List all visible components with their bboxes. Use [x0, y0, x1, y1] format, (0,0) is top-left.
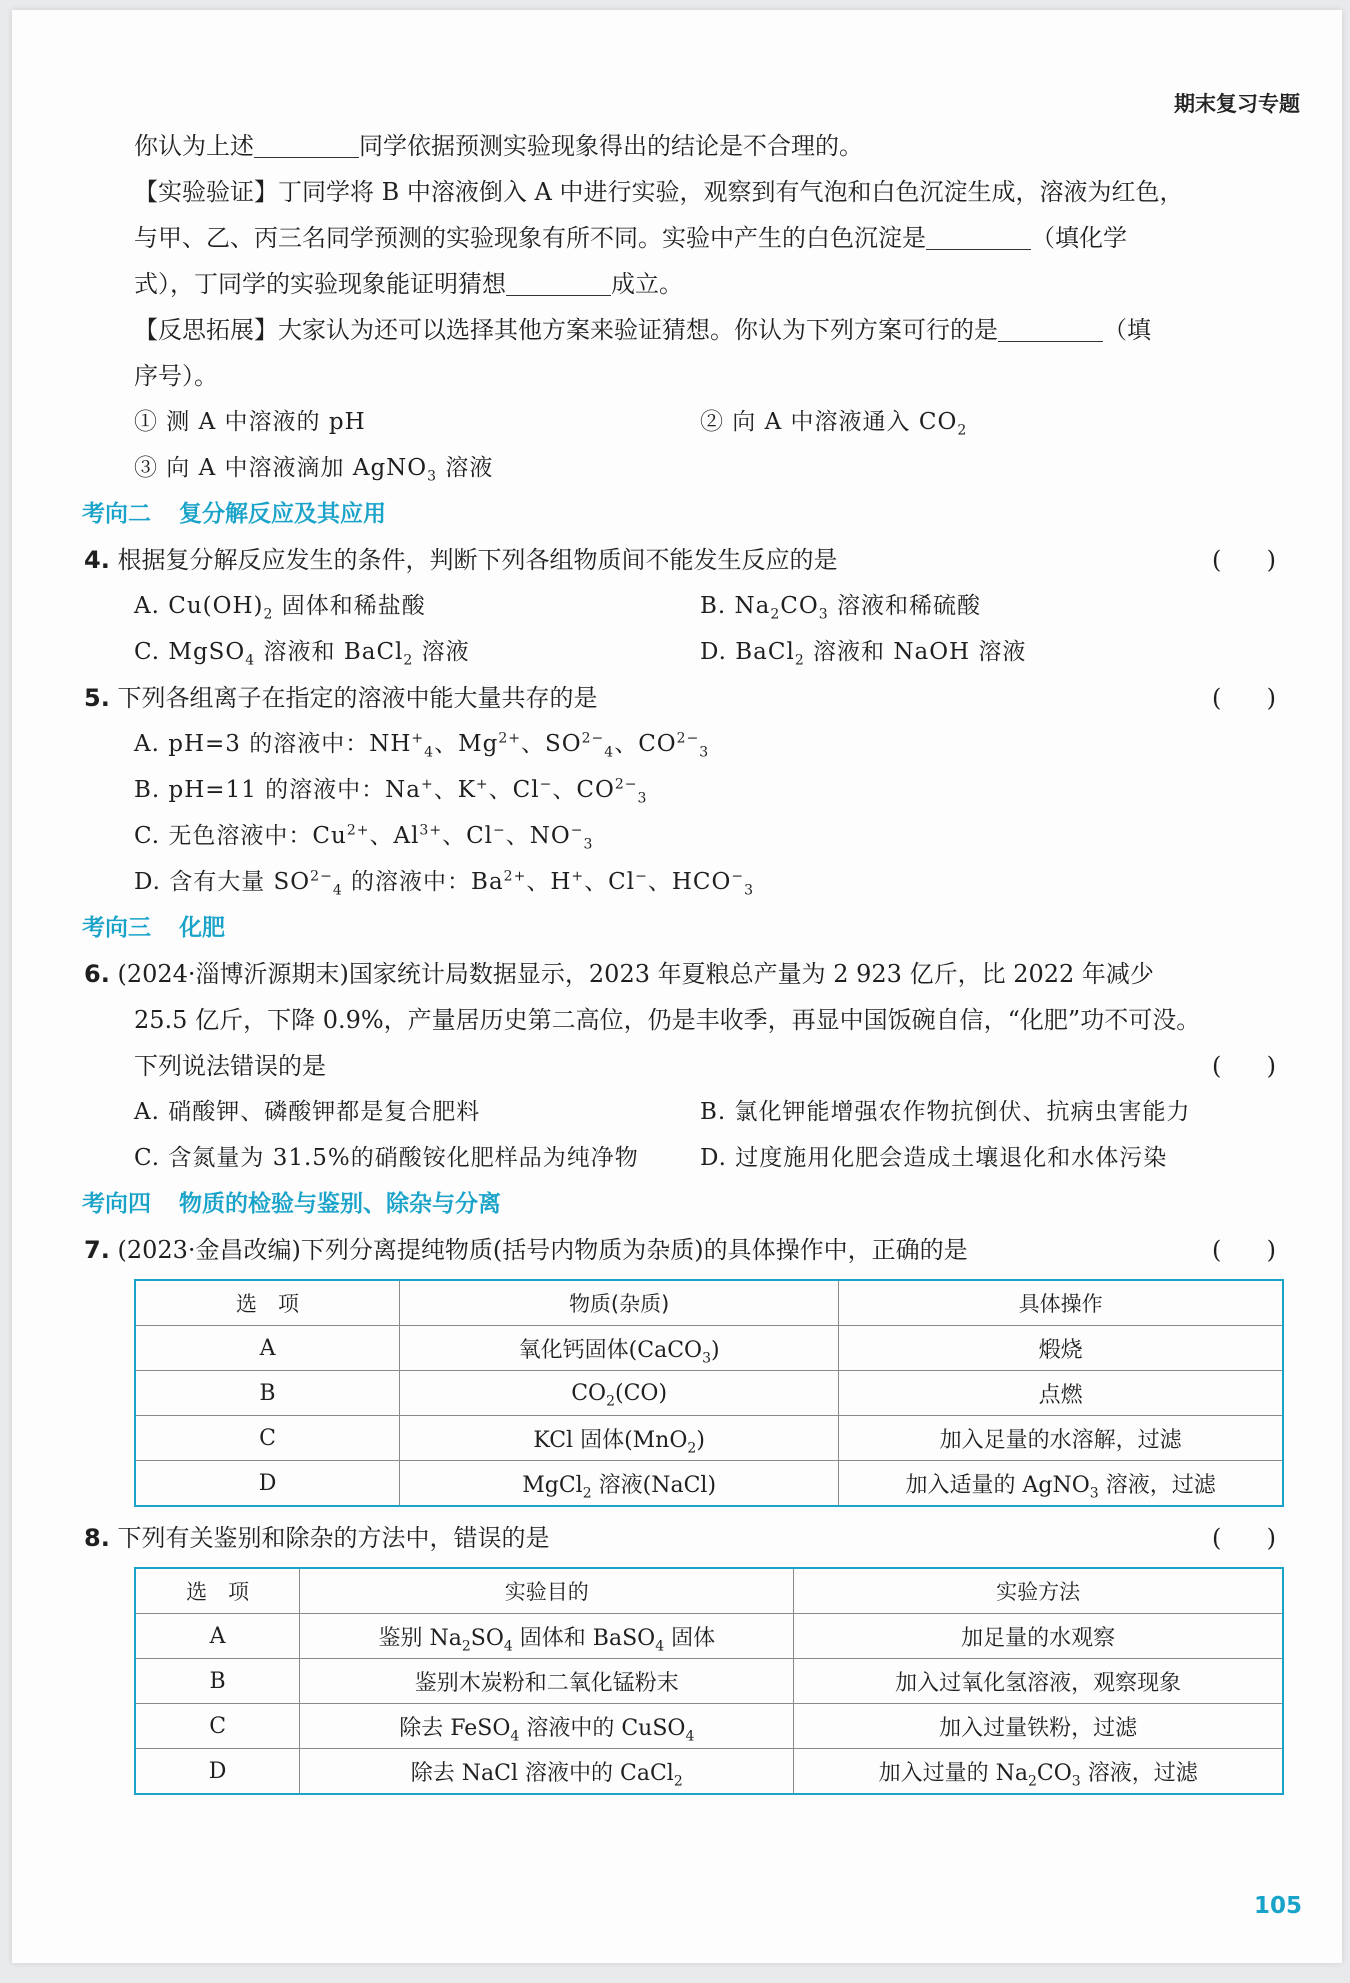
table-cell: 鉴别木炭粉和二氧化锰粉末 — [300, 1659, 794, 1704]
text: 你认为上述 — [134, 132, 254, 160]
text: （填 — [1103, 316, 1151, 344]
question-stem: (2024·淄博沂源期末)国家统计局数据显示，2023 年夏粮总产量为 2 923 亿斤，比 2022 年减少 — [117, 960, 1154, 988]
question-stem: (2023·金昌改编)下列分离提纯物质(括号内物质为杂质)的具体操作中，正确的是 — [117, 1236, 968, 1264]
question-stem: 下列各组离子在指定的溶液中能大量共存的是 — [117, 684, 598, 712]
q8-table — [134, 1567, 1284, 1795]
table-row — [135, 1614, 1283, 1659]
q3-reflect-2 — [84, 353, 1284, 399]
text: （填化学 — [1031, 224, 1127, 252]
table-cell: B — [135, 1659, 300, 1704]
section-heading-2: 考向二 复分解反应及其应用 — [82, 501, 386, 527]
q5-option-a: A. pH=3 的溶液中：$NH^+_4$、$Mg^{2+}$、$SO^{2-}_4$、$CO^{2-}_3$ — [134, 730, 710, 761]
table-row — [135, 1704, 1283, 1749]
question-number: 4. — [84, 546, 110, 574]
table-cell: 加入适量的 AgNO$_3$ 溶液，过滤 — [839, 1461, 1283, 1507]
question-number: 5. — [84, 684, 110, 712]
option-b: B. 氯化钾能增强农作物抗倒伏、抗病虫害能力 — [700, 1099, 1191, 1125]
table-cell: B — [135, 1371, 400, 1416]
option-a: A. $Cu(OH)_2$ 固体和稀盐酸 — [134, 593, 426, 623]
text: 成立。 — [611, 270, 683, 298]
table-cell: D — [135, 1749, 300, 1795]
question-number: 6. — [84, 960, 110, 988]
text: 同学依据预测实验现象得出的结论是不合理的。 — [359, 132, 863, 160]
q7-table — [134, 1279, 1284, 1507]
table-row — [135, 1749, 1283, 1795]
table-row — [135, 1416, 1283, 1461]
content — [84, 123, 1284, 1801]
q3-verify-3 — [84, 261, 1284, 307]
section-heading-3: 考向三 化肥 — [82, 915, 225, 941]
table-cell: 氧化钙固体(CaCO$_3$) — [400, 1326, 839, 1371]
q5-option-c: C. 无色溶液中：$Cu^{2+}$、$Al^{3+}$、Cl−、$NO^-_3$ — [134, 822, 594, 853]
table-header-row — [135, 1568, 1283, 1614]
table-cell: A — [135, 1614, 300, 1659]
question-stem: 根据复分解反应发生的条件，判断下列各组物质间不能发生反应的是 — [117, 546, 838, 574]
table-cell: 煅烧 — [839, 1326, 1283, 1371]
table-cell: KCl 固体(MnO$_2$) — [400, 1416, 839, 1461]
section-heading-4: 考向四 物质的检验与鉴别、除杂与分离 — [82, 1191, 501, 1217]
q4-options-row-2 — [84, 629, 1284, 675]
table-cell: 加入过氧化氢溶液，观察现象 — [794, 1659, 1283, 1704]
table-cell: C — [135, 1704, 300, 1749]
q3-options-row-1 — [84, 399, 1284, 445]
table-cell: 加入过量的 $Na_2CO_3$ 溶液，过滤 — [794, 1749, 1283, 1795]
table-row — [135, 1461, 1283, 1507]
text: 序号）。 — [134, 362, 218, 390]
text: 【实验验证】丁同学将 B 中溶液倒入 A 中进行实验，观察到有气泡和白色沉淀生成，溶液为红色， — [134, 178, 1184, 206]
table-cell: 加入过量铁粉，过滤 — [794, 1704, 1283, 1749]
table-cell: 鉴别 $Na_2SO_4$ 固体和 BaSO$_4$ 固体 — [300, 1614, 794, 1659]
q7-stem: 7. (2023·金昌改编)下列分离提纯物质(括号内物质为杂质)的具体操作中，正确的是 ( ) — [84, 1236, 1276, 1264]
q5-option-b: B. pH=11 的溶液中：Na+、K+、Cl−、$CO^{2-}_3$ — [134, 776, 648, 807]
q3-reflect-1 — [84, 307, 1284, 353]
q3-options-row-2 — [84, 445, 1284, 491]
table-row — [135, 1659, 1283, 1704]
option-c: C. 含氮量为 31.5%的硝酸铵化肥样品为纯净物 — [134, 1145, 639, 1171]
q8-stem: 8. 下列有关鉴别和除杂的方法中，错误的是 ( ) — [84, 1524, 1276, 1552]
table-cell: 加入足量的水溶解，过滤 — [839, 1416, 1283, 1461]
text: 与甲、乙、丙三名同学预测的实验现象有所不同。实验中产生的白色沉淀是 — [134, 224, 926, 252]
table-header: 实验方法 — [794, 1568, 1283, 1614]
page — [12, 10, 1342, 1963]
q3-line-1 — [84, 123, 1284, 169]
q6-stem-3: 下列说法错误的是 ( ) — [134, 1052, 1276, 1080]
table-cell: D — [135, 1461, 400, 1507]
q6-stem-1 — [84, 951, 1284, 997]
q4-stem: 4. 根据复分解反应发生的条件，判断下列各组物质间不能发生反应的是 ( ) — [84, 546, 1276, 574]
answer-blank[interactable] — [926, 221, 1031, 250]
table-header: 选 项 — [135, 1568, 300, 1614]
option-d: D. BaCl$_2$ 溶液和 NaOH 溶液 — [700, 639, 1027, 669]
table-cell: A — [135, 1326, 400, 1371]
option-d: D. 过度施用化肥会造成土壤退化和水体污染 — [700, 1145, 1168, 1171]
q6-stem-2 — [84, 997, 1284, 1043]
option-2: ② 向 A 中溶液通入 $CO_2$ — [700, 409, 968, 439]
q3-verify-2 — [84, 215, 1284, 261]
header-title: 期末复习专题 — [1174, 92, 1300, 116]
table-cell: 加足量的水观察 — [794, 1614, 1283, 1659]
page-number: 105 — [1253, 1893, 1302, 1919]
answer-blank[interactable] — [506, 267, 611, 296]
table-header: 实验目的 — [300, 1568, 794, 1614]
table-cell: $CO_2(CO)$ — [400, 1371, 839, 1416]
text: 式），丁同学的实验现象能证明猜想 — [134, 270, 506, 298]
table-cell: MgCl$_2$ 溶液(NaCl) — [400, 1461, 839, 1507]
table-cell: C — [135, 1416, 400, 1461]
table-row — [135, 1326, 1283, 1371]
table-header: 物质(杂质) — [400, 1280, 839, 1326]
option-3: ③ 向 A 中溶液滴加 AgNO$_3$ 溶液 — [134, 455, 494, 485]
q6-options-row-2 — [84, 1135, 1284, 1181]
table-cell: 点燃 — [839, 1371, 1283, 1416]
q5-option-d: D. 含有大量 $SO^{2-}_4$ 的溶液中：$Ba^{2+}$、H+、Cl−、$HCO^-_3$ — [134, 868, 754, 899]
table-header: 具体操作 — [839, 1280, 1283, 1326]
question-number: 8. — [84, 1524, 110, 1552]
table-cell: 除去 NaCl 溶液中的 CaCl$_2$ — [300, 1749, 794, 1795]
answer-blank[interactable] — [254, 129, 359, 158]
option-c: C. MgSO$_4$ 溶液和 BaCl$_2$ 溶液 — [134, 639, 470, 669]
question-stem: 下列说法错误的是 — [134, 1052, 326, 1080]
table-row — [135, 1371, 1283, 1416]
table-header-row — [135, 1280, 1283, 1326]
option-a: A. 硝酸钾、磷酸钾都是复合肥料 — [134, 1099, 481, 1125]
question-stem: 25.5 亿斤，下降 0.9%，产量居历史第二高位，仍是丰收季，再显中国饭碗自信，“化肥”功不可没。 — [134, 1006, 1201, 1034]
option-1: ① 测 A 中溶液的 pH — [134, 409, 366, 435]
table-header: 选 项 — [135, 1280, 400, 1326]
question-stem: 下列有关鉴别和除杂的方法中，错误的是 — [117, 1524, 550, 1552]
q5-stem: 5. 下列各组离子在指定的溶液中能大量共存的是 ( ) — [84, 684, 1276, 712]
question-number: 7. — [84, 1236, 110, 1264]
q3-verify-1 — [84, 169, 1284, 215]
text: 【反思拓展】大家认为还可以选择其他方案来验证猜想。你认为下列方案可行的是 — [134, 316, 998, 344]
q6-options-row-1 — [84, 1089, 1284, 1135]
answer-blank[interactable] — [998, 313, 1103, 342]
table-cell: 除去 FeSO$_4$ 溶液中的 CuSO$_4$ — [300, 1704, 794, 1749]
option-b: B. $Na_2CO_3$ 溶液和稀硫酸 — [700, 593, 981, 623]
q4-options-row-1 — [84, 583, 1284, 629]
